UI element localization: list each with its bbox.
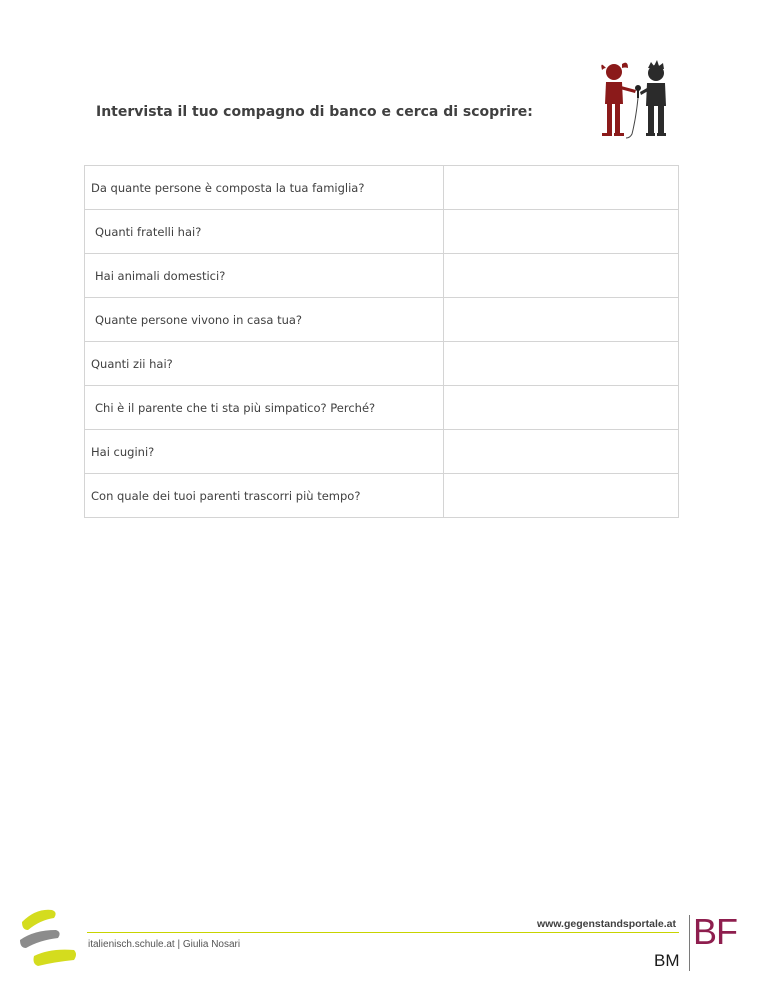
schule-at-logo-icon	[16, 904, 80, 970]
bmbf-logo	[654, 913, 746, 973]
question-cell: Da quante persone è composta la tua famiglia?	[85, 166, 444, 210]
table-row	[85, 254, 679, 298]
table-row	[85, 386, 679, 430]
footer-divider	[87, 932, 679, 933]
page-title: Intervista il tuo compagno di banco e cerca di scoprire:	[96, 104, 533, 120]
interview-children-icon	[596, 58, 670, 140]
answer-cell[interactable]	[443, 254, 678, 298]
bf-logo-text: BF	[693, 911, 738, 952]
question-cell: Quanti zii hai?	[85, 342, 444, 386]
logo-divider	[689, 915, 690, 971]
table-row	[85, 166, 679, 210]
footer-url[interactable]: www.gegenstandsportale.at	[536, 918, 676, 930]
question-cell: Hai cugini?	[85, 430, 444, 474]
answer-cell[interactable]	[443, 298, 678, 342]
bm-logo-text: BM	[654, 951, 680, 970]
question-cell: Con quale dei tuoi parenti trascorri più tempo?	[85, 474, 444, 518]
question-cell: Quanti fratelli hai?	[85, 210, 444, 254]
questions-table	[84, 165, 679, 518]
answer-cell[interactable]	[443, 210, 678, 254]
table-row	[85, 430, 679, 474]
answer-cell[interactable]	[443, 342, 678, 386]
table-row	[85, 210, 679, 254]
answer-cell[interactable]	[443, 430, 678, 474]
answer-cell[interactable]	[443, 474, 678, 518]
question-cell: Quante persone vivono in casa tua?	[85, 298, 444, 342]
footer-author: italienisch.schule.at | Giulia Nosari	[88, 939, 241, 950]
question-cell: Chi è il parente che ti sta più simpatico? Perché?	[85, 386, 444, 430]
table-row	[85, 474, 679, 518]
table-row	[85, 298, 679, 342]
table-row	[85, 342, 679, 386]
question-cell: Hai animali domestici?	[85, 254, 444, 298]
answer-cell[interactable]	[443, 166, 678, 210]
answer-cell[interactable]	[443, 386, 678, 430]
